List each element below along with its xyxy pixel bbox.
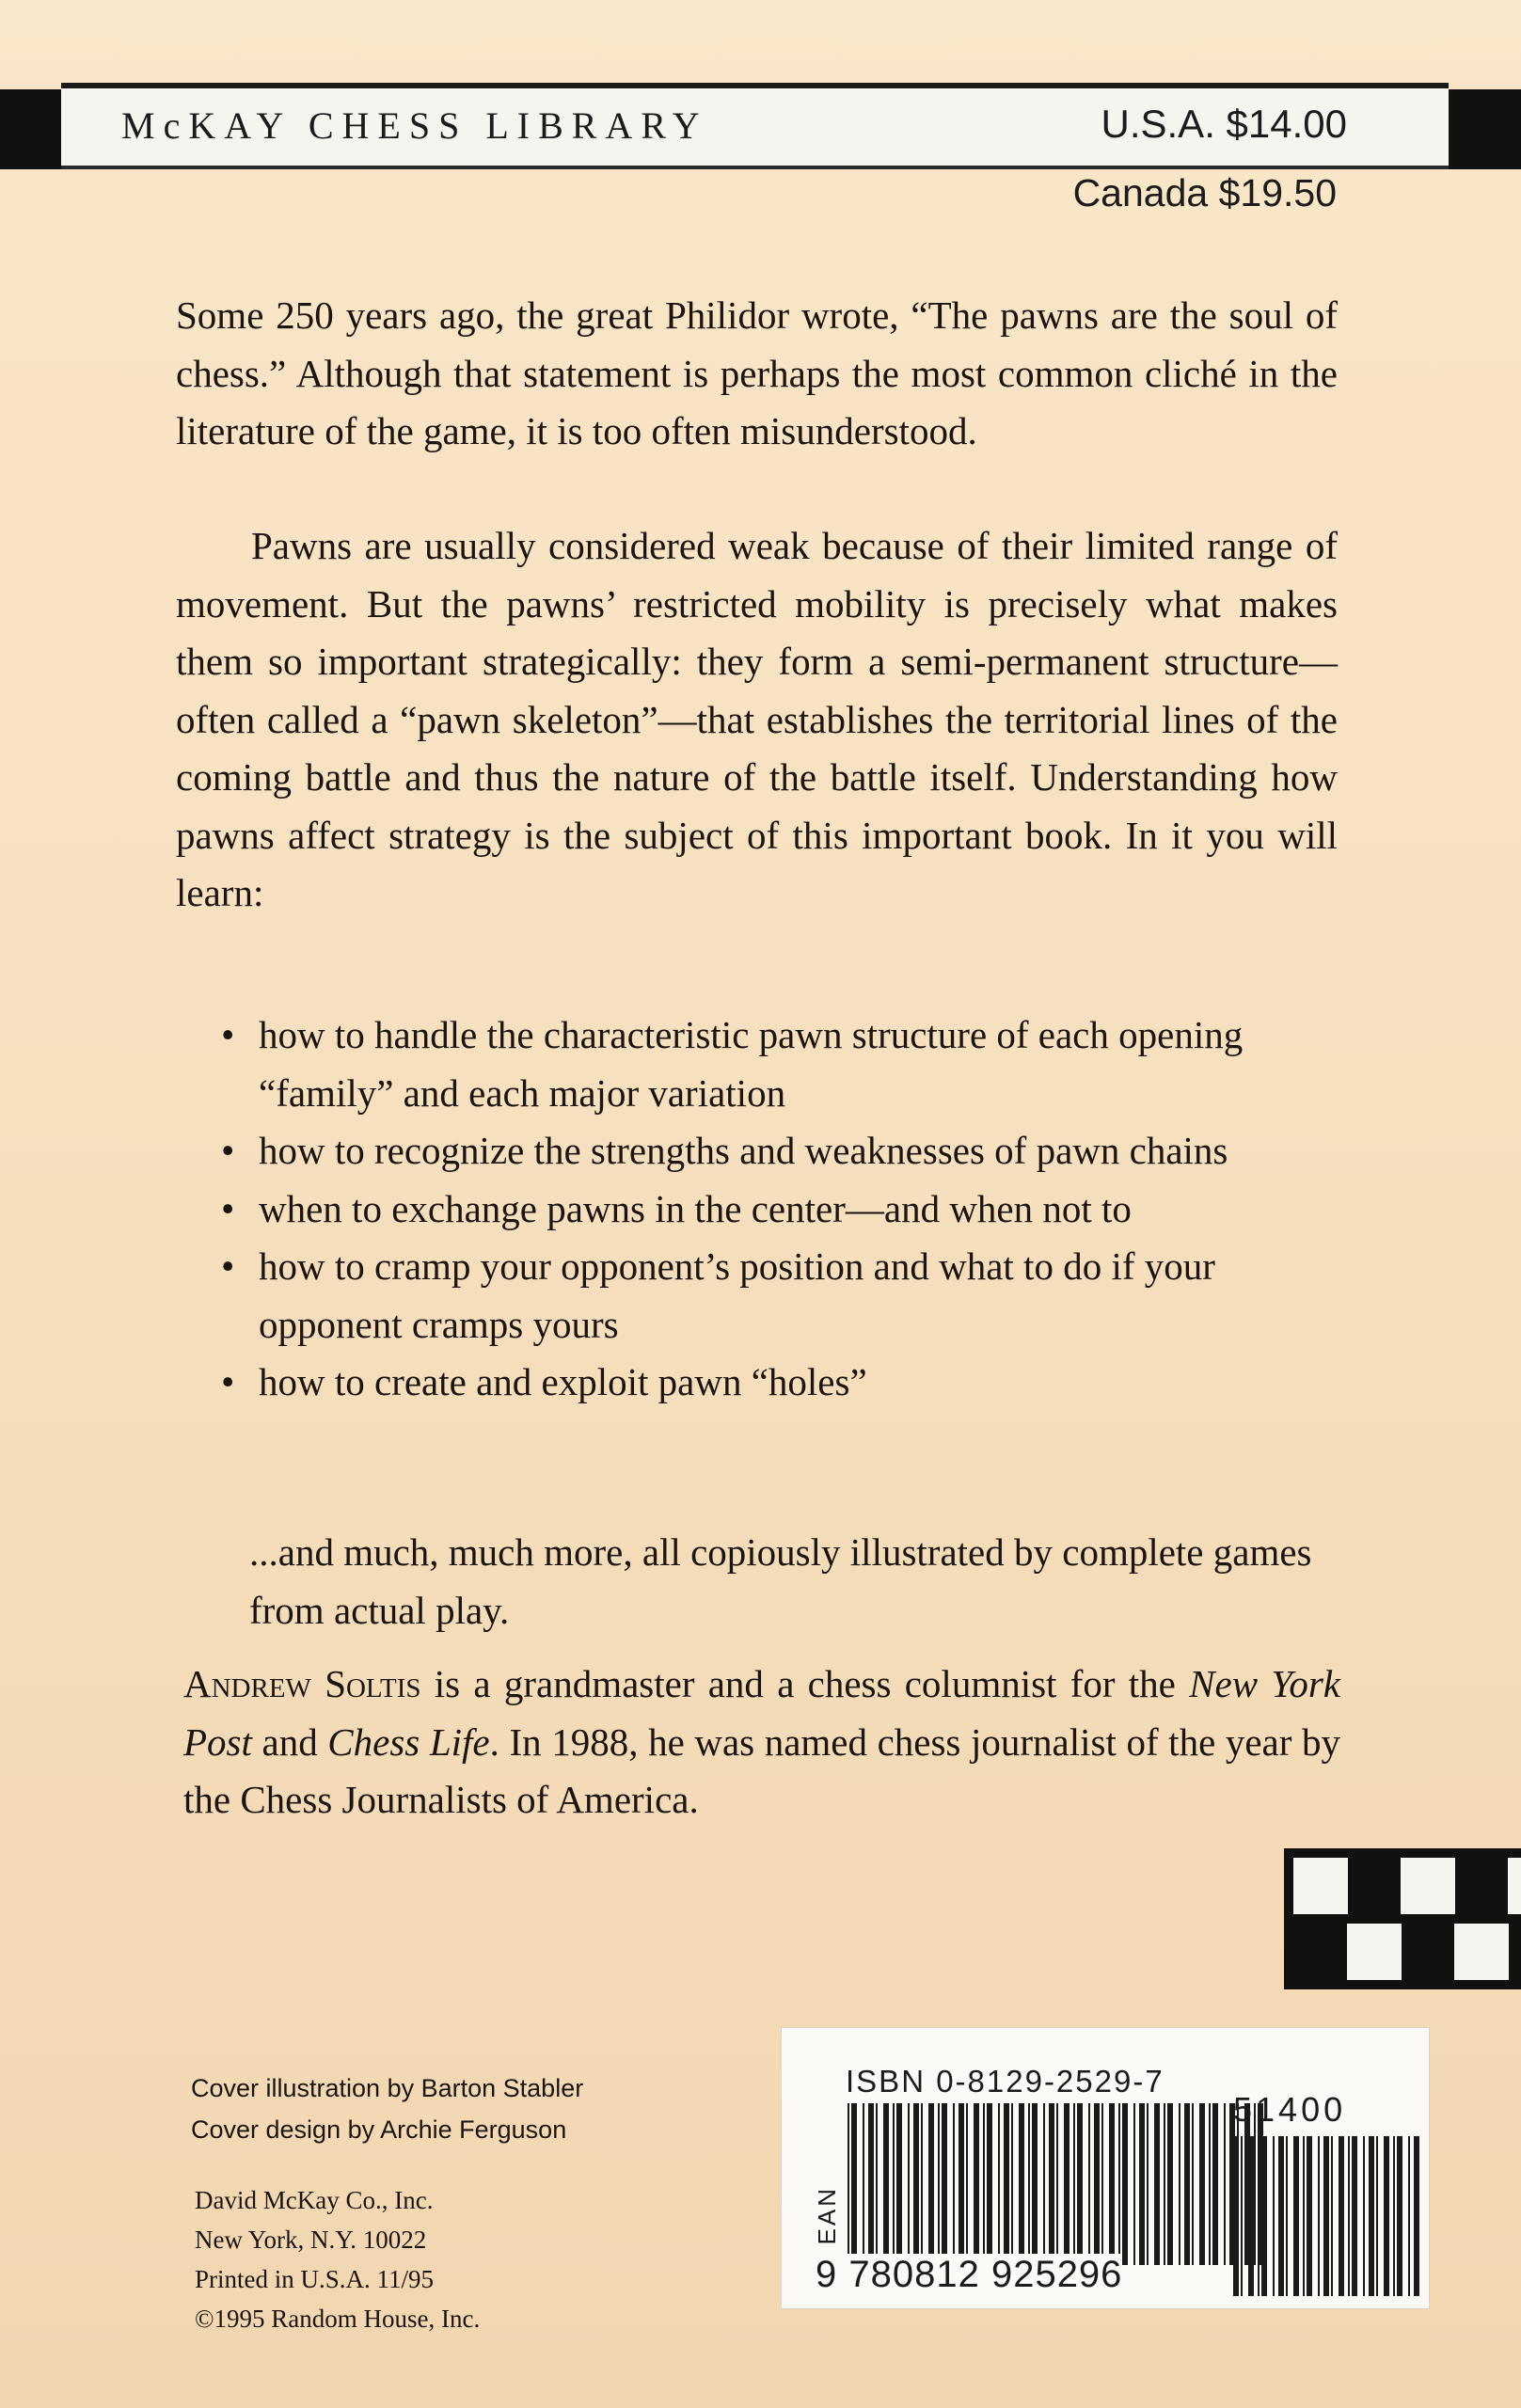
barcode-bar	[1233, 2136, 1239, 2296]
bullet-glyph: •	[221, 1244, 235, 1288]
list-item: • when to exchange pawns in the center—and when not to	[221, 1180, 1303, 1239]
barcode-bar	[1352, 2136, 1357, 2296]
barcode-bar	[1179, 2103, 1180, 2265]
barcode-bar	[908, 2103, 910, 2265]
barcode-bar	[876, 2103, 878, 2265]
barcode-bar	[1414, 2136, 1419, 2296]
barcode-bar	[1224, 2103, 1226, 2265]
barcode-bar	[1139, 2103, 1145, 2265]
barcode-bar	[1043, 2103, 1045, 2265]
barcode-bar	[1397, 2136, 1402, 2296]
publisher-info	[195, 2180, 480, 2338]
ean-digits: 9 780812 925296	[816, 2254, 1123, 2295]
barcode-bar	[983, 2103, 985, 2265]
bullet-glyph: •	[221, 1013, 235, 1056]
barcode-bar	[1376, 2136, 1378, 2296]
barcode-bar	[1019, 2103, 1024, 2265]
ean-barcode	[846, 2103, 1269, 2265]
barcode-bar	[1088, 2103, 1090, 2265]
barcode-bar	[1212, 2103, 1218, 2265]
barcode-bar	[1241, 2136, 1243, 2296]
barcode-bar	[959, 2103, 964, 2265]
barcode-bar	[928, 2103, 934, 2265]
bullet-glyph: •	[221, 1186, 235, 1230]
barcode-bar	[1209, 2103, 1211, 2265]
barcode-bar	[851, 2103, 857, 2265]
list-item: • how to cramp your opponent’s position and what to do if your opponent cramps yours	[221, 1238, 1303, 1354]
barcode-bar	[1286, 2136, 1288, 2296]
barcode-bar	[1184, 2103, 1190, 2265]
barcode-bar	[1164, 2103, 1165, 2265]
barcode-bar	[1056, 2103, 1058, 2265]
design-credit: Cover design by Archie Ferguson	[191, 2115, 567, 2144]
barcode-panel	[781, 2027, 1430, 2309]
barcode-bar	[1258, 2136, 1260, 2296]
barcode-bar	[1147, 2103, 1149, 2265]
barcode-bar	[1064, 2103, 1069, 2265]
barcode-bar	[868, 2103, 874, 2265]
list-item: • how to recognize the strengths and weaknesses of pawn chains	[221, 1122, 1303, 1180]
barcode-bar	[1109, 2103, 1115, 2265]
barcode-bar	[863, 2103, 864, 2265]
barcode-bar	[1261, 2136, 1267, 2296]
barcode-bar	[1094, 2103, 1100, 2265]
barcode-bar	[1363, 2136, 1365, 2296]
author-name: Andrew Soltis	[183, 1662, 421, 1705]
price-canada: Canada $19.50	[1072, 171, 1337, 214]
barcode-bar	[1331, 2136, 1333, 2296]
barcode-bar	[883, 2103, 889, 2265]
barcode-bar	[921, 2103, 923, 2265]
barcode-bar	[1004, 2103, 1009, 2265]
barcode-bar	[1101, 2103, 1103, 2265]
barcode-bar	[896, 2103, 902, 2265]
print-info: Printed in U.S.A. 11/95	[195, 2265, 435, 2293]
barcode-bar	[1073, 2103, 1075, 2265]
barcode-bar	[1293, 2136, 1299, 2296]
price-code-digits: 51400	[1233, 2090, 1347, 2129]
barcode-bar	[1122, 2103, 1128, 2265]
barcode-bar	[1028, 2103, 1030, 2265]
barcode-bar	[1408, 2136, 1410, 2296]
price-barcode	[1231, 2136, 1419, 2296]
barcode-bar	[1248, 2136, 1254, 2296]
barcode-bar	[1384, 2136, 1389, 2296]
barcode-bar	[848, 2103, 849, 2265]
barcode-bar	[1303, 2136, 1305, 2296]
magazine-name: Chess Life	[327, 1719, 490, 1764]
ean-label: EAN	[813, 2186, 841, 2245]
cover-credits	[191, 2067, 583, 2150]
author-bio: Andrew Soltis is a grandmaster and a chess columnist for the New York Post and Chess Life. In 1988, he was named chess journalist of the year by the Chess Journalists of America.	[183, 1662, 1341, 1821]
barcode-bar	[987, 2103, 992, 2265]
copyright: ©1995 Random House, Inc.	[195, 2305, 481, 2333]
bullet-glyph: •	[221, 1360, 235, 1403]
checkerboard-corner	[1284, 1848, 1521, 1989]
barcode-bar	[1118, 2103, 1120, 2265]
barcode-bar	[1199, 2103, 1205, 2265]
barcode-bar	[1154, 2103, 1160, 2265]
barcode-bar	[1323, 2136, 1329, 2296]
barcode-bar	[1393, 2136, 1395, 2296]
illustration-credit: Cover illustration by Barton Stabler	[191, 2074, 584, 2102]
newspaper-name: New York Post	[183, 1662, 1341, 1764]
series-title: McKAY CHESS LIBRARY	[121, 104, 708, 147]
barcode-bar	[1278, 2136, 1284, 2296]
banner-left-block	[0, 89, 61, 169]
bullet-glyph: •	[221, 1129, 235, 1172]
barcode-bar	[1318, 2136, 1320, 2296]
barcode-bar	[1348, 2136, 1350, 2296]
publisher-name: David McKay Co., Inc.	[195, 2186, 434, 2214]
description-paragraph: Pawns are usually considered weak because of their limited range of movement. But the pawns’ restricted mobility is precisely what makes them so important strategically: they form a semi-permanent structure—often called a “pawn skeleton”—that establishes the territorial lines of the coming battle and thus the nature of the battle itself. Understanding how pawns affect strategy is the subject of this important book. In it you will learn:	[176, 524, 1338, 914]
barcode-bar	[1273, 2136, 1275, 2296]
barcode-bar	[1133, 2103, 1135, 2265]
barcode-bar	[1369, 2136, 1374, 2296]
list-item: • how to handle the characteristic pawn structure of each opening “family” and each major variation	[221, 1006, 1303, 1122]
barcode-bar	[1167, 2103, 1173, 2265]
learning-points-list	[221, 1006, 1303, 1412]
isbn-number: ISBN 0-8129-2529-7	[846, 2064, 1165, 2099]
barcode-bar	[966, 2103, 968, 2265]
banner-right-block	[1449, 89, 1521, 169]
barcode-bar	[998, 2103, 1000, 2265]
series-banner	[61, 83, 1449, 169]
list-item: • how to create and exploit pawn “holes”	[221, 1354, 1303, 1412]
publisher-address: New York, N.Y. 10022	[195, 2226, 427, 2254]
barcode-bar	[1077, 2103, 1083, 2265]
price-usa: U.S.A. $14.00	[1101, 102, 1347, 146]
barcode-bar	[938, 2103, 940, 2265]
barcode-bar	[893, 2103, 895, 2265]
barcode-bar	[1192, 2103, 1194, 2265]
barcode-bar	[1307, 2136, 1312, 2296]
barcode-bar	[942, 2103, 947, 2265]
barcode-bar	[1049, 2103, 1054, 2265]
barcode-bar	[1011, 2103, 1013, 2265]
barcode-bar	[953, 2103, 955, 2265]
barcode-bar	[1032, 2103, 1038, 2265]
barcode-bar	[913, 2103, 919, 2265]
barcode-bar	[974, 2103, 979, 2265]
barcode-bar	[1339, 2136, 1344, 2296]
intro-paragraph: Some 250 years ago, the great Philidor wrote, “The pawns are the soul of chess.” Although that statement is perhaps the most common cliché in the literature of the game, it is too often misunderstood.	[176, 293, 1338, 452]
and-more-line: ...and much, much more, all copiously illustrated by complete games from actual play.	[249, 1530, 1312, 1632]
